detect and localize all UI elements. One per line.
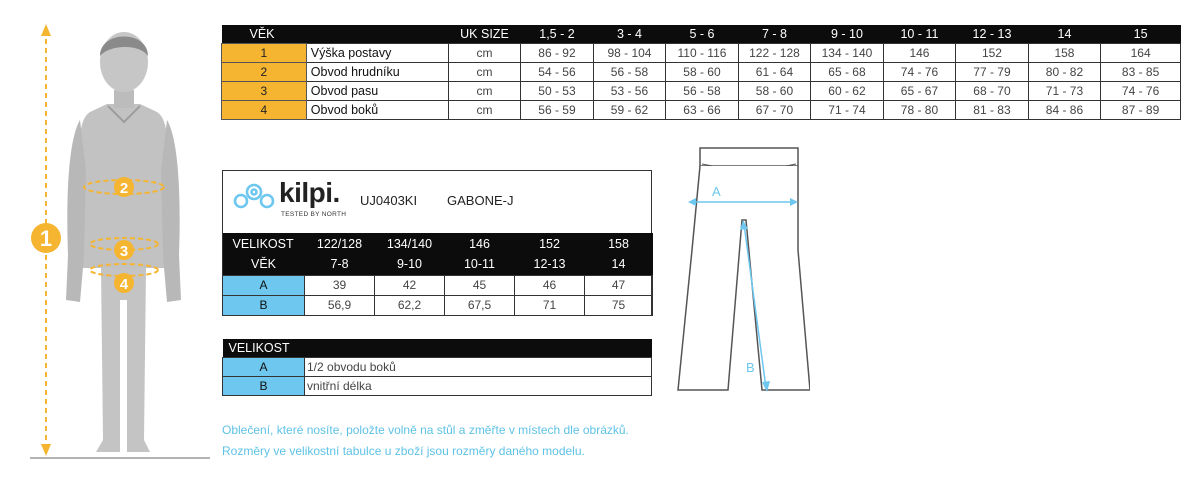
table-cell: 71 - 73 [1028,81,1101,100]
brand-header [223,171,651,233]
table-cell: 68 - 70 [956,81,1029,100]
header-cell: VELIKOST [223,233,305,254]
header-cell: VĚK [222,25,307,43]
header-cell: VĚK [223,254,305,275]
header-cell: 12 - 13 [956,25,1029,43]
table-cell: 84 - 86 [1028,100,1101,119]
marker-4-label: 4 [119,276,129,293]
header-cell: 9-10 [375,254,445,275]
size-table-header [222,25,1181,43]
row-unit: cm [448,81,521,100]
marker-3-icon [114,240,134,260]
table-cell: 110 - 116 [666,43,739,62]
table-cell: 74 - 76 [1101,81,1181,100]
table-cell: 74 - 76 [883,62,956,81]
product-header-row [223,233,653,254]
table-cell: 71 [515,295,585,315]
header-cell: 3 - 4 [593,25,666,43]
model-size-note: Rozměry ve velikostní tabulce u zboží jsou rozměry daného modelu. [222,444,585,458]
child-figure-illustration [0,0,210,485]
table-cell: 77 - 79 [956,62,1029,81]
product-measure-table [222,233,653,316]
table-cell: 46 [515,275,585,295]
row-number: 2 [222,62,307,81]
header-cell: UK SIZE [448,25,521,43]
table-cell: 152 [956,43,1029,62]
table-cell: 63 - 66 [666,100,739,119]
header-cell: 122/128 [305,233,375,254]
table-cell: 80 - 82 [1028,62,1101,81]
table-cell: 56 - 58 [666,81,739,100]
table-cell: 47 [585,275,653,295]
header-cell: 14 [585,254,653,275]
measurement-note: Oblečení, které nosíte, položte volně na stůl a změřte v místech dle obrázků. [222,423,629,437]
header-cell: 12-13 [515,254,585,275]
product-header-row [223,254,653,275]
legend-desc: vnitřní délka [305,376,652,395]
table-cell: 78 - 80 [883,100,956,119]
row-number: 1 [222,43,307,62]
header-cell: 1,5 - 2 [521,25,594,43]
table-cell: 54 - 56 [521,62,594,81]
row-unit: cm [448,100,521,119]
legend-key: A [223,357,305,376]
product-name: GABONE-J [447,193,514,208]
legend-key: B [223,376,305,395]
table-cell: 67,5 [445,295,515,315]
table-cell: 65 - 68 [811,62,884,81]
marker-1-label: 1 [39,226,53,251]
table-cell: 50 - 53 [521,81,594,100]
table-cell: 60 - 62 [811,81,884,100]
row-key: B [223,295,305,315]
table-cell: 59 - 62 [593,100,666,119]
row-label: Obvod boků [306,100,448,119]
kilpi-logo-icon [231,179,277,215]
size-chart-table [221,25,1181,120]
table-cell: 83 - 85 [1101,62,1181,81]
header-cell: 5 - 6 [666,25,739,43]
marker-2-icon [114,177,134,197]
table-cell: 67 - 70 [738,100,811,119]
table-row [222,62,1181,81]
legend-header-row [223,339,652,357]
table-row [222,43,1181,62]
table-cell: 39 [305,275,375,295]
marker-1-icon [31,223,61,253]
table-cell: 81 - 83 [956,100,1029,119]
table-row [222,81,1181,100]
table-row [223,295,653,315]
table-row [223,376,652,395]
header-cell: 9 - 10 [811,25,884,43]
table-cell: 71 - 74 [811,100,884,119]
product-size-box [222,170,652,316]
marker-3-label: 3 [119,243,129,260]
header-cell: 10-11 [445,254,515,275]
row-number: 3 [222,81,307,100]
product-code: UJ0403KI [360,193,418,208]
header-cell: 158 [585,233,653,254]
table-cell: 56 - 59 [521,100,594,119]
pants-illustration [670,140,810,400]
table-cell: 56,9 [305,295,375,315]
row-label: Obvod pasu [306,81,448,100]
row-key: A [223,275,305,295]
table-cell: 61 - 64 [738,62,811,81]
table-cell: 45 [445,275,515,295]
table-cell: 75 [585,295,653,315]
table-row [222,100,1181,119]
marker-4-icon [114,273,134,293]
table-cell: 62,2 [375,295,445,315]
row-label: Obvod hrudníku [306,62,448,81]
table-cell: 56 - 58 [593,62,666,81]
header-cell: 146 [445,233,515,254]
row-number: 4 [222,100,307,119]
header-cell: 15 [1101,25,1181,43]
table-cell: 86 - 92 [521,43,594,62]
legend-header: VELIKOST [223,339,652,357]
header-cell: 7-8 [305,254,375,275]
table-cell: 164 [1101,43,1181,62]
table-cell: 42 [375,275,445,295]
header-cell: 134/140 [375,233,445,254]
pants-label-a: A [712,184,721,199]
table-cell: 87 - 89 [1101,100,1181,119]
table-row [223,275,653,295]
brand-tagline: TESTED BY NORTH [281,211,347,218]
pants-label-b: B [746,360,755,375]
header-cell [306,25,448,43]
legend-desc: 1/2 obvodu boků [305,357,652,376]
header-cell: 14 [1028,25,1101,43]
marker-2-label: 2 [119,180,129,197]
table-cell: 53 - 56 [593,81,666,100]
measurement-legend-table [222,339,652,396]
header-cell: 10 - 11 [883,25,956,43]
table-cell: 58 - 60 [666,62,739,81]
table-row [223,357,652,376]
row-unit: cm [448,43,521,62]
table-cell: 158 [1028,43,1101,62]
row-label: Výška postavy [306,43,448,62]
header-cell: 7 - 8 [738,25,811,43]
table-cell: 134 - 140 [811,43,884,62]
brand-name: kilpi. [279,177,340,208]
table-cell: 146 [883,43,956,62]
table-cell: 58 - 60 [738,81,811,100]
row-unit: cm [448,62,521,81]
table-cell: 98 - 104 [593,43,666,62]
table-cell: 65 - 67 [883,81,956,100]
header-cell: 152 [515,233,585,254]
table-cell: 122 - 128 [738,43,811,62]
